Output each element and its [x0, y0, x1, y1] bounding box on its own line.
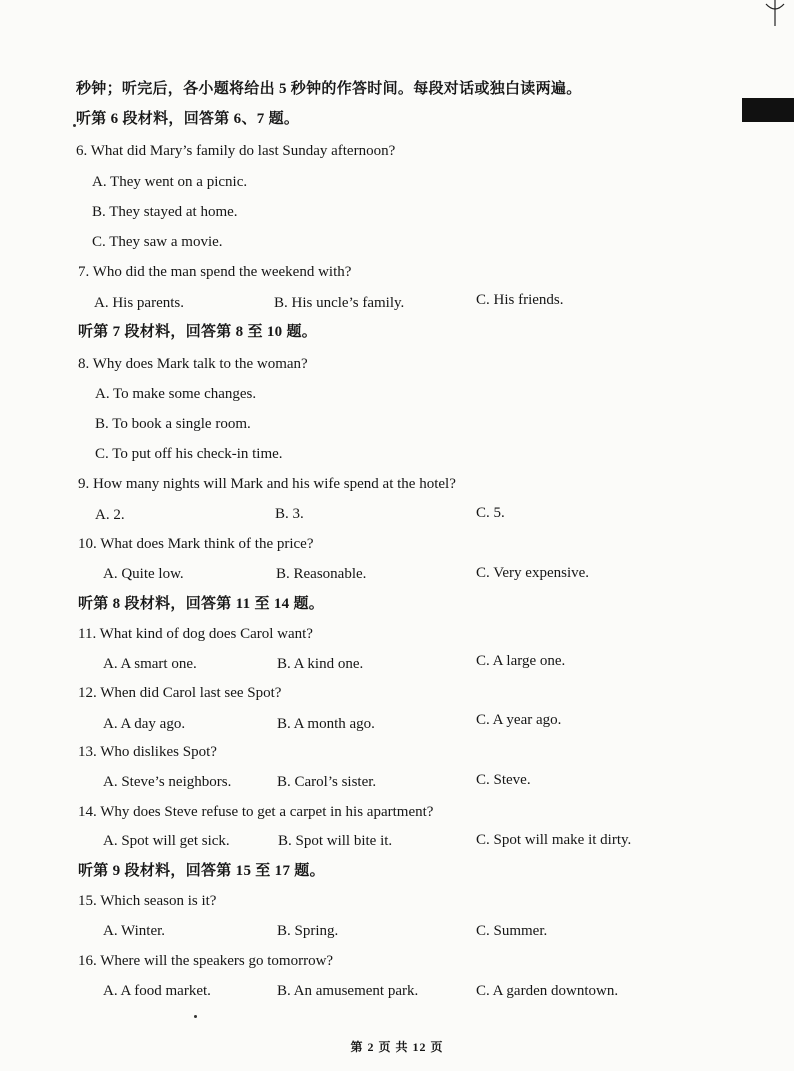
q9-option-a: A. 2.: [95, 507, 125, 523]
question-14: 14. Why does Steve refuse to get a carpet in his apartment?: [78, 804, 434, 820]
scan-speck: [73, 124, 76, 127]
q7-option-a: A. His parents.: [94, 295, 184, 311]
q8-option-c: C. To put off his check-in time.: [95, 446, 283, 462]
instruction-text: 秒钟；听完后，各小题将给出 5 秒钟的作答时间。每段对话或独白读两遍。: [76, 81, 582, 97]
q8-option-b: B. To book a single room.: [95, 416, 251, 432]
q15-option-a: A. Winter.: [103, 923, 166, 939]
q8-option-a: A. To make some changes.: [95, 386, 257, 402]
q7-option-b: B. His uncle’s family.: [274, 295, 405, 311]
question-7: 7. Who did the man spend the weekend with?: [78, 264, 352, 280]
q14-option-a: A. Spot will get sick.: [103, 833, 230, 849]
q13-option-b: B. Carol’s sister.: [277, 774, 377, 790]
page-footer: 第 2 页 共 12 页: [350, 1040, 444, 1054]
q10-option-a: A. Quite low.: [103, 566, 184, 582]
q13-option-c: C. Steve.: [476, 772, 531, 788]
q12-option-a: A. A day ago.: [103, 716, 186, 732]
q9-option-b: B. 3.: [275, 506, 304, 522]
q6-option-b: B. They stayed at home.: [92, 204, 238, 220]
q10-option-c: C. Very expensive.: [476, 565, 590, 581]
q15-option-c: C. Summer.: [476, 923, 548, 939]
q12-option-c: C. A year ago.: [476, 712, 562, 728]
question-12: 12. When did Carol last see Spot?: [78, 685, 282, 701]
q14-option-b: B. Spot will bite it.: [278, 833, 393, 849]
q14-option-c: C. Spot will make it dirty.: [476, 832, 632, 848]
q15-option-b: B. Spring.: [277, 923, 339, 939]
question-8: 8. Why does Mark talk to the woman?: [78, 356, 308, 372]
q9-option-c: C. 5.: [476, 505, 505, 521]
question-10: 10. What does Mark think of the price?: [78, 536, 314, 552]
q11-option-c: C. A large one.: [476, 653, 566, 669]
q6-option-c: C. They saw a movie.: [92, 234, 223, 250]
question-6: 6. What did Mary’s family do last Sunday afternoon?: [76, 143, 396, 159]
question-15: 15. Which season is it?: [78, 893, 217, 909]
q13-option-a: A. Steve’s neighbors.: [103, 774, 232, 790]
section-heading-7: 听第 7 段材料，回答第 8 至 10 题。: [78, 324, 318, 340]
section-heading-6: 听第 6 段材料，回答第 6、7 题。: [76, 111, 300, 127]
question-11: 11. What kind of dog does Carol want?: [78, 626, 313, 642]
q16-option-c: C. A garden downtown.: [476, 983, 619, 999]
section-heading-8: 听第 8 段材料，回答第 11 至 14 题。: [78, 596, 325, 612]
q7-option-c: C. His friends.: [476, 292, 564, 308]
q12-option-b: B. A month ago.: [277, 716, 375, 732]
q11-option-a: A. A smart one.: [103, 656, 197, 672]
registration-mark-icon: [764, 0, 786, 26]
question-13: 13. Who dislikes Spot?: [78, 744, 217, 760]
scan-speck: [194, 1015, 197, 1018]
q11-option-b: B. A kind one.: [277, 656, 364, 672]
q16-option-b: B. An amusement park.: [277, 983, 419, 999]
q10-option-b: B. Reasonable.: [276, 566, 367, 582]
page-edge-tab: [742, 98, 794, 122]
q16-option-a: A. A food market.: [103, 983, 211, 999]
section-heading-9: 听第 9 段材料，回答第 15 至 17 题。: [78, 863, 325, 879]
question-9: 9. How many nights will Mark and his wife spend at the hotel?: [78, 476, 456, 492]
q6-option-a: A. They went on a picnic.: [92, 174, 248, 190]
question-16: 16. Where will the speakers go tomorrow?: [78, 953, 334, 969]
